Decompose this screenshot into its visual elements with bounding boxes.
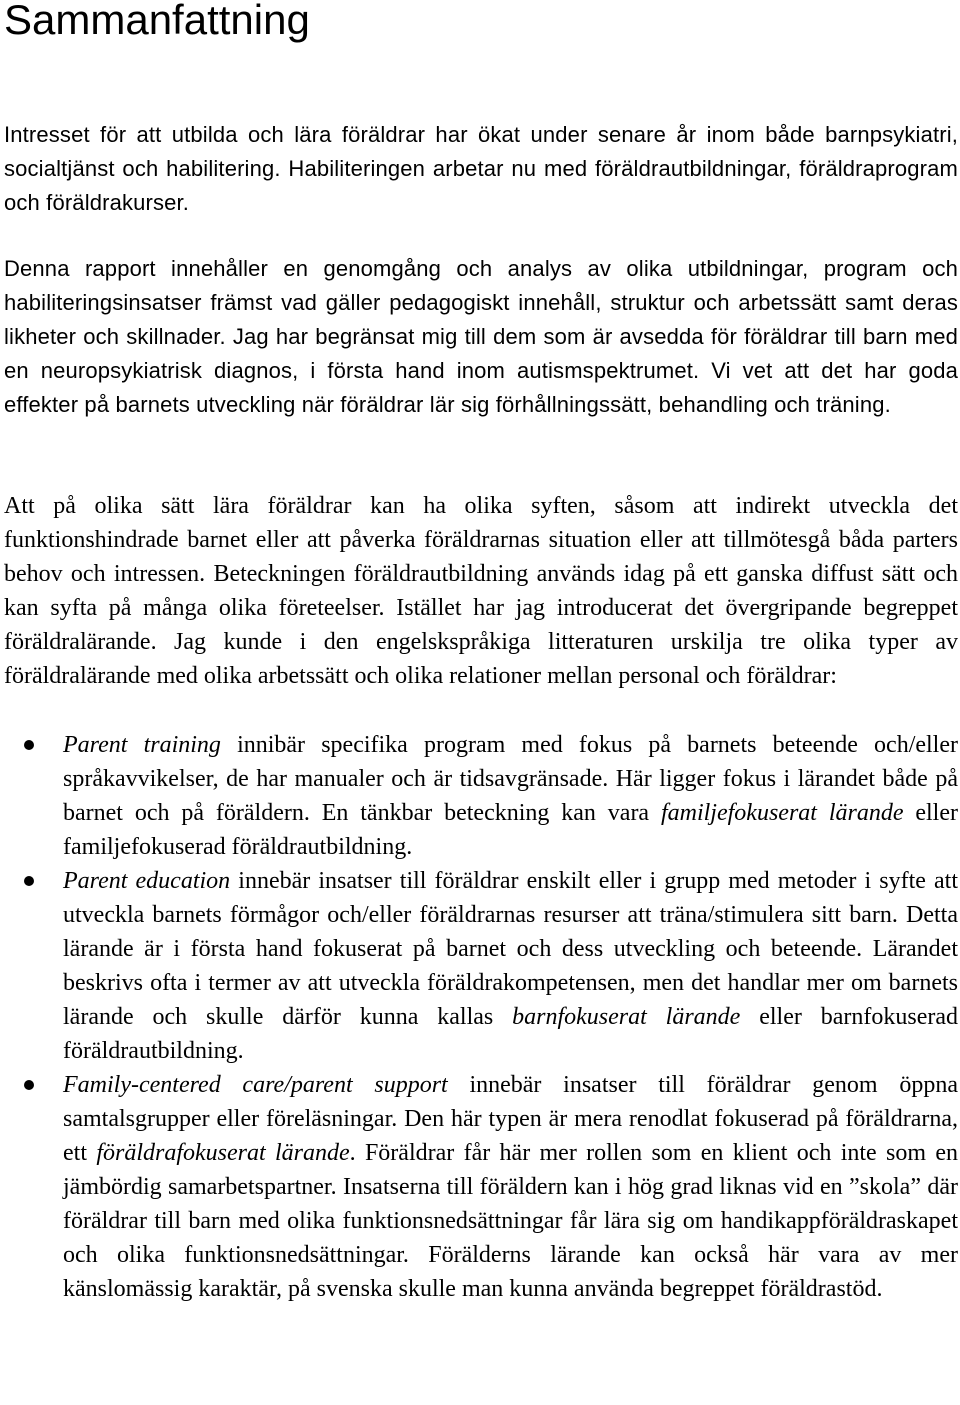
bullet-text: innibär specifika program med fokus på barnets beteende och/eller språkavvikelser, de har manualer och är tidsavgränsade. Här ligger fokus i lärandet både på barnet och på föräldern. En tänkbar beteckning kan vara — [63, 732, 958, 826]
bullet-emphasis: barnfokuserat lärande — [512, 1004, 741, 1030]
list-item — [4, 864, 958, 1068]
bullet-icon — [24, 740, 34, 750]
bullet-text: . Föräldrar får här mer rollen som en klient och inte som en jämbördig samarbetspartner. Insatserna till föräldern kan i hög grad liknas vid en ”skola” där föräldrar till barn med olika funktionsnedsättningar får lära sig om handikappföräldraskapet och olika funktionsnedsättningar. Förälderns lärande kan också här vara av mer känslomässig karaktär, på svenska skulle man kunna använda begreppet föräldrastöd. — [63, 1140, 958, 1302]
list-item — [4, 1068, 958, 1306]
bullet-icon — [24, 1080, 34, 1090]
bullet-text: innebär insatser till föräldrar genom öppna samtalsgrupper eller föreläsningar. Den här typen är mera renodlat fokuserad på föräldrarna, ett — [63, 1072, 958, 1166]
bullet-term: Parent education — [63, 868, 231, 894]
page-title: Sammanfattning — [4, 0, 310, 43]
bullet-term: Family-centered care/parent support — [63, 1072, 448, 1098]
purposes-paragraph: Att på olika sätt lära föräldrar kan ha olika syften, såsom att indirekt utveckla det funktionshindrade barnet eller att påverka föräldrarnas situation eller att tillmötesgå båda parters behov och intressen. Beteckningen föräldrautbildning används idag på ett ganska diffust sätt och kan syfta på många olika företeelser. Istället har jag introducerat det övergripande begreppet föräldralärande. Jag kunde i den engelskspråkiga litteraturen urskilja tre olika typer av föräldralärande med olika arbetssätt och olika relationer mellan personal och föräldrar: — [4, 493, 958, 689]
intro-paragraph: Intresset för att utbilda och lära föräldrar har ökat under senare år inom både barnpsykiatri, socialtjänst och habilitering. Habiliteringen arbetar nu med föräldrautbildningar, föräldraprogram och föräldrakurser. — [4, 122, 958, 215]
bullet-icon — [24, 876, 34, 886]
bullet-emphasis: föräldrafokuserat lärande — [96, 1140, 350, 1166]
bullet-emphasis: familjefokuserat lärande — [660, 800, 904, 826]
bullet-text: innebär insatser till föräldrar enskilt eller i grupp med metoder i syfte att utveckla barnets förmågor och/eller föräldrarnas resurser att träna/stimulera sitt barn. Detta lärande är i första hand fokuserat på barnet och dess utveckling och beteende. Lärandet beskrivs ofta i termer av att utveckla föräldrakompetensen, men det handlar mer om barnets lärande och skulle därför kunna kallas — [63, 868, 958, 1030]
learning-types-list — [4, 728, 958, 1306]
bullet-term: Parent training — [63, 732, 221, 758]
report-paragraph: Denna rapport innehåller en genomgång och analys av olika utbildningar, program och habiliteringsinsatser främst vad gäller pedagogiskt innehåll, struktur och arbetssätt samt deras likheter och skillnader. Jag har begränsat mig till dem som är avsedda för föräldrar till barn med en neuropsykiatrisk diagnos, i första hand inom autismspektrumet. Vi vet att det har goda effekter på barnets utveckling när föräldrar lär sig förhållningssätt, behandling och träning. — [4, 256, 958, 417]
list-item — [4, 728, 958, 864]
bullet-text: eller familjefokuserad föräldrautbildning. — [63, 800, 958, 860]
bullet-text: eller barnfokuserad föräldrautbildning. — [63, 1004, 959, 1064]
